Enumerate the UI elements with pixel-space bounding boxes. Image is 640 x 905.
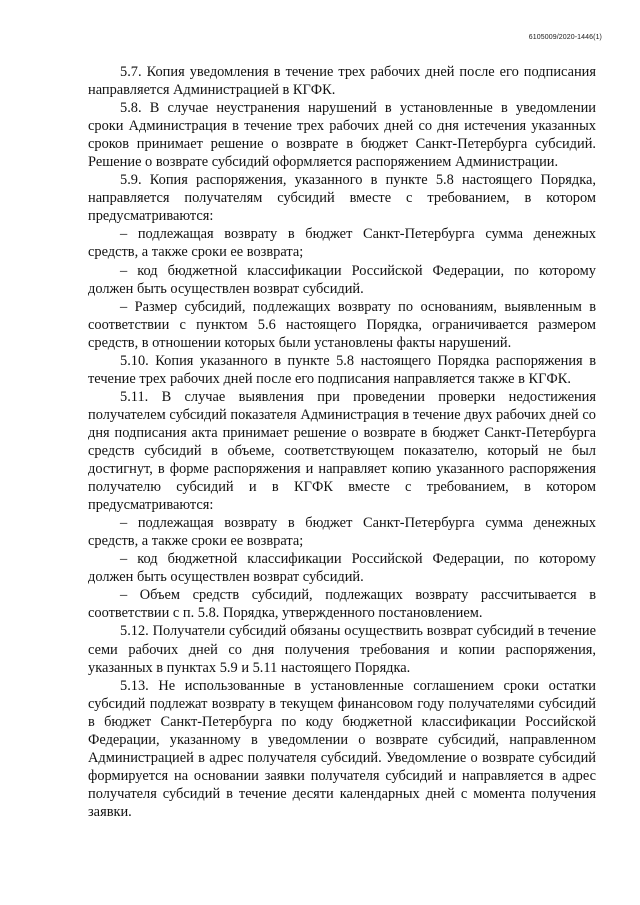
document-id: 6105009/2020-1446(1) — [528, 34, 602, 41]
paragraph-5-10: 5.10. Копия указанного в пункте 5.8 настоящего Порядка распоряжения в течение трех рабочих дней после его подписания направляется также в КГФК. — [88, 352, 596, 387]
list-item-refund-amount-2: – подлежащая возврату в бюджет Санкт-Петербурга сумма денежных средств, а также сроки ее возврата; — [88, 515, 596, 550]
paragraph-5-13: 5.13. Не использованные в установленные соглашением сроки остатки субсидий подлежат возврату в текущем финансовом году получателями субсидий в бюджет Санкт-Петербурга по коду бюджетной классификации Российской Федерации, указанному в уведомлении о возврате субсидий, направленном Администрацией в адрес получателя субсидий. Уведомление о возврате субсидий формируется на основании заявки получателя субсидий и направляется в адрес получателя субсидий в течение десяти календарных дней с момента получения заявки. — [88, 677, 596, 820]
paragraph-5-9: 5.9. Копия распоряжения, указанного в пункте 5.8 настоящего Порядка, направляется получателям субсидий вместе с требованием, в котором предусматриваются: — [88, 172, 596, 225]
list-item-refund-size: – Размер субсидий, подлежащих возврату по основаниям, выявленным в соответствии с пунктом 5.6 настоящего Порядка, ограничивается размером средств, в отношении которых были установлены факты нарушений. — [88, 298, 596, 351]
list-item-budget-code-2: – код бюджетной классификации Российской Федерации, по которому должен быть осуществлен возврат субсидий. — [88, 551, 596, 586]
paragraph-5-8: 5.8. В случае неустранения нарушений в установленные в уведомлении сроки Администрация в течение трех рабочих дней со дня истечения указанных сроков принимает решение о возврате в бюджет Санкт-Петербурга субсидий. Решение о возврате субсидий оформляется распоряжением Администрации. — [88, 100, 596, 171]
document-body — [88, 63, 596, 821]
paragraph-5-7: 5.7. Копия уведомления в течение трех рабочих дней после его подписания направляется Администрацией в КГФК. — [88, 64, 596, 99]
list-item-refund-amount: – подлежащая возврату в бюджет Санкт-Петербурга сумма денежных средств, а также сроки ее возврата; — [88, 226, 596, 261]
paragraph-5-11: 5.11. В случае выявления при проведении проверки недостижения получателем субсидий показателя Администрация в течение двух рабочих дней со дня подписания акта принимает решение о возврате в бюджет Санкт-Петербурга средств субсидий в объеме, соответствующем показателю, который не был достигнут, в форме распоряжения и направляет копию указанного распоряжения получателю субсидий и в КГФК вместе с требованием, в котором предусматриваются: — [88, 388, 596, 514]
list-item-budget-code: – код бюджетной классификации Российской Федерации, по которому должен быть осуществлен возврат субсидий. — [88, 262, 596, 297]
list-item-refund-volume: – Объем средств субсидий, подлежащих возврату рассчитывается в соответствии с п. 5.8. Порядка, утвержденного постановлением. — [88, 587, 596, 622]
paragraph-5-12: 5.12. Получатели субсидий обязаны осуществить возврат субсидий в течение семи рабочих дней со дня получения требования и копии распоряжения, указанных в пунктах 5.9 и 5.11 настоящего Порядка. — [88, 623, 596, 676]
